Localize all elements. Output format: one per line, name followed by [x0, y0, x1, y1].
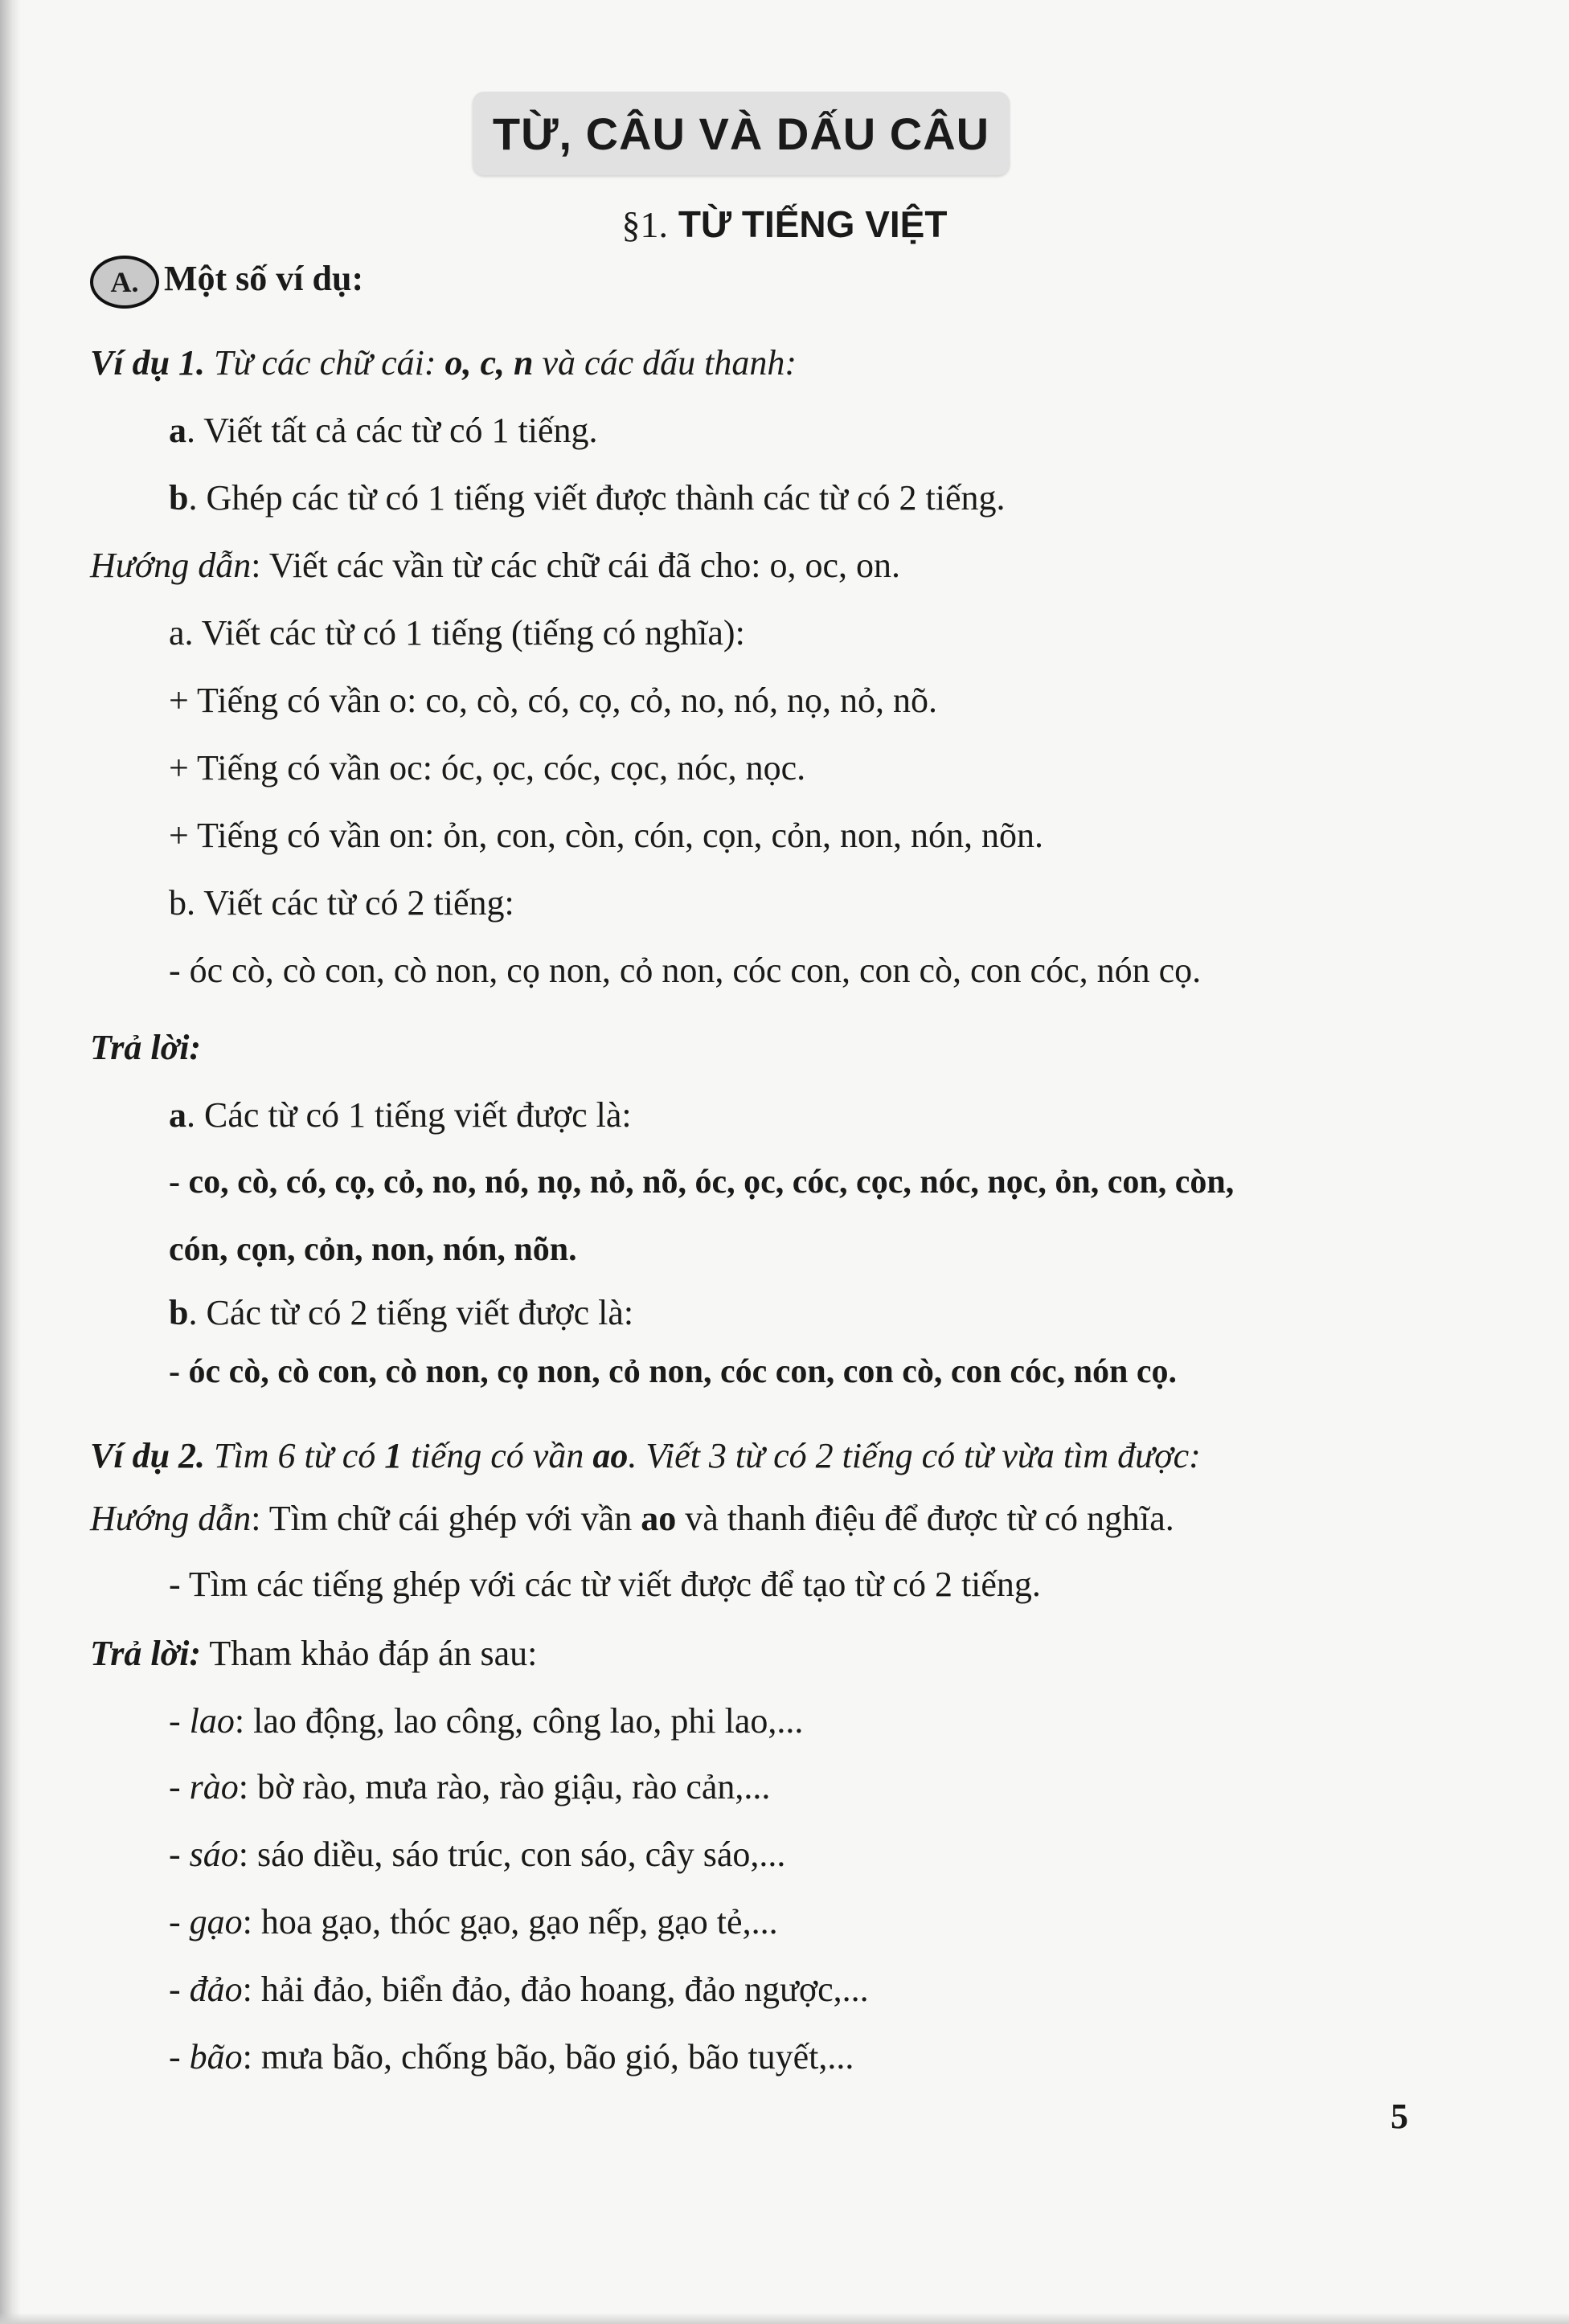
example1-answer-a-line1: - co, cò, có, cọ, cỏ, no, nó, nọ, nỏ, nõ, óc, ọc, cóc, cọc, nóc, nọc, ỏn, con, còn, [169, 1164, 1235, 1201]
list-item-dash: - [169, 1902, 181, 1941]
example2-guide-vowel: ao [641, 1499, 677, 1538]
example1-prompt-pre: Từ các chữ cái: [214, 343, 436, 383]
example1-task-a-label: a [169, 411, 186, 450]
example2-guide-text-pre: : Tìm chữ cái ghép với vần [251, 1499, 633, 1538]
example2-prompt [90, 1437, 1201, 1475]
example2-prompt-num: 1 [384, 1436, 403, 1475]
list-item [169, 1768, 770, 1806]
example1-prompt-post: và các dấu thanh: [542, 343, 797, 383]
example1-answer-a-text: . Các từ có 1 tiếng viết được là: [186, 1095, 632, 1135]
example1-label: Ví dụ 1. [90, 343, 206, 383]
example2-answer-label: Trả lời: [90, 1634, 202, 1673]
example1-guide-line: + Tiếng có vần on: ỏn, con, còn, cón, cọn, cỏn, non, nón, nõn. [169, 816, 1044, 855]
example1-guide-text: : Viết các vần từ các chữ cái đã cho: o, oc, on. [251, 546, 901, 585]
list-item [169, 1970, 869, 2009]
part-a-heading [90, 256, 363, 309]
list-item [169, 1903, 778, 1941]
example2-label: Ví dụ 2. [90, 1436, 206, 1475]
chapter-title [473, 92, 1010, 175]
example1-task-b-label: b [169, 478, 189, 518]
example1-answer-b-text: . Các từ có 2 tiếng viết được là: [188, 1293, 634, 1332]
example2-guide [90, 1500, 1174, 1538]
example2-guide-text-post: và thanh điệu để được từ có nghĩa. [685, 1499, 1174, 1538]
example1-answer-a [169, 1096, 632, 1135]
example2-prompt-vowel: ao [592, 1436, 629, 1475]
page-binding-shadow [0, 0, 21, 2324]
list-item-dash: - [169, 1767, 181, 1806]
example1-guide-b-line: - óc cò, cò con, cò non, cọ non, cỏ non, cóc con, con cò, con cóc, nón cọ. [169, 951, 1202, 990]
example2-guide-label: Hướng dẫn [90, 1499, 252, 1538]
example1-answer-b-label: b [169, 1293, 189, 1332]
list-item [169, 2038, 854, 2076]
list-item-text: : hải đảo, biển đảo, đảo hoang, đảo ngược,... [242, 1970, 869, 2009]
example1-answer-label: Trả lời: [90, 1028, 202, 1067]
chapter-title-text: TỪ, CÂU VÀ DẤU CÂU [492, 108, 990, 159]
example1-prompt [90, 344, 797, 383]
list-item-text: : mưa bão, chống bão, bão gió, bão tuyết,... [242, 2037, 854, 2076]
page-number: 5 [1391, 2097, 1408, 2136]
example1-answer-b [169, 1294, 633, 1332]
example1-guide-a: a. Viết các từ có 1 tiếng (tiếng có nghĩa): [169, 613, 745, 653]
list-item-dash: - [169, 1701, 181, 1741]
list-item-dash: - [169, 1835, 181, 1874]
list-item-word: sáo [189, 1835, 239, 1874]
example2-prompt-pre: Tìm 6 từ có [214, 1436, 376, 1475]
example2-answer [90, 1635, 537, 1673]
example1-task-a-text: . Viết tất cả các từ có 1 tiếng. [186, 411, 598, 450]
example2-answer-intro: Tham khảo đáp án sau: [209, 1634, 538, 1673]
part-a-badge: A. [90, 256, 159, 309]
list-item-text: : sáo diều, sáo trúc, con sáo, cây sáo,... [238, 1835, 786, 1874]
list-item-text: : lao động, lao công, công lao, phi lao,... [234, 1701, 804, 1741]
section-title [0, 203, 1569, 246]
example1-guide-b: b. Viết các từ có 2 tiếng: [169, 883, 514, 923]
example1-guide-line: + Tiếng có vần o: co, cò, có, cọ, cỏ, no, nó, nọ, nỏ, nõ. [169, 681, 938, 720]
example2-prompt-mid: tiếng có vần [411, 1436, 584, 1475]
example2-guide-line2: - Tìm các tiếng ghép với các từ viết được để tạo từ có 2 tiếng. [169, 1565, 1041, 1604]
example1-guide [90, 546, 900, 585]
list-item-dash: - [169, 2037, 181, 2076]
list-item-text: : bờ rào, mưa rào, rào giậu, rào cản,... [238, 1767, 771, 1806]
list-item [169, 1835, 785, 1874]
part-a-heading-text: Một số ví dụ: [164, 259, 364, 299]
example1-guide-label: Hướng dẫn [90, 546, 252, 585]
example1-task-b-text: . Ghép các từ có 1 tiếng viết được thành các từ có 2 tiếng. [188, 478, 1006, 518]
page-bottom-edge [0, 2313, 1569, 2324]
example1-answer-a-label: a [169, 1095, 186, 1135]
example1-answer-b-line: - óc cò, cò con, cò non, cọ non, cỏ non, cóc con, con cò, con cóc, nón cọ. [169, 1353, 1178, 1390]
list-item-word: rào [189, 1767, 239, 1806]
section-title-text: TỪ TIẾNG VIỆT [678, 203, 948, 245]
example2-prompt-post: . Viết 3 từ có 2 tiếng có từ vừa tìm được: [628, 1436, 1201, 1475]
example1-task-a [169, 411, 598, 450]
list-item-word: bão [189, 2037, 243, 2076]
section-marker: §1. [621, 204, 669, 245]
example1-answer-a-line2: cón, cọn, cỏn, non, nón, nõn. [169, 1231, 577, 1268]
example1-task-b [169, 479, 1006, 518]
list-item-word: đảo [189, 1970, 243, 2009]
list-item-dash: - [169, 1970, 181, 2009]
list-item-word: gạo [189, 1902, 243, 1941]
list-item [169, 1702, 803, 1741]
example1-guide-line: + Tiếng có vần oc: óc, ọc, cóc, cọc, nóc, nọc. [169, 748, 806, 788]
list-item-text: : hoa gạo, thóc gạo, gạo nếp, gạo tẻ,... [242, 1902, 778, 1941]
example1-letters: o, c, n [444, 343, 534, 383]
list-item-word: lao [189, 1701, 235, 1741]
